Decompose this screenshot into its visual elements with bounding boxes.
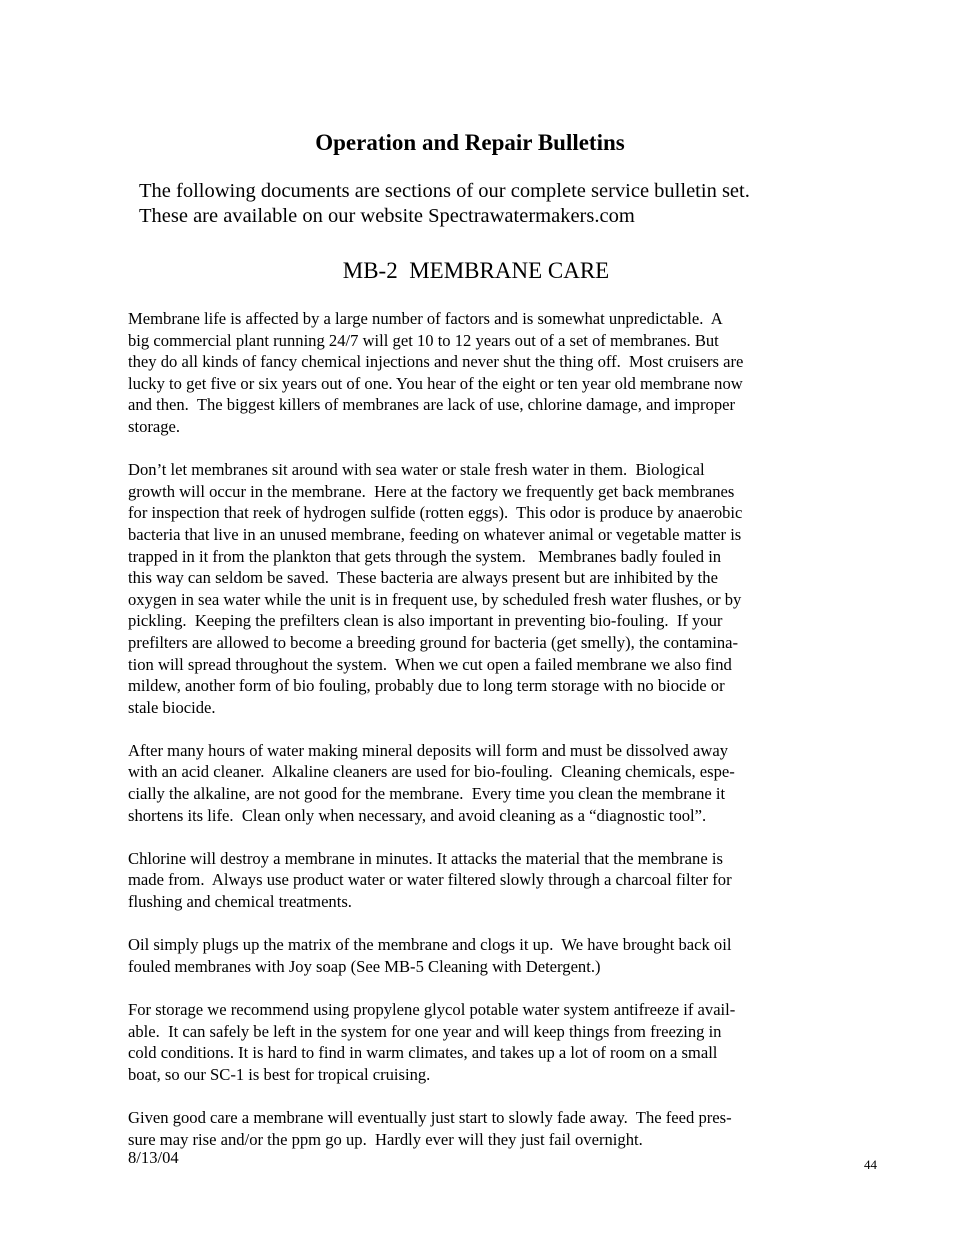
page-title: Operation and Repair Bulletins: [315, 130, 625, 155]
text-line: with an acid cleaner. Alkaline cleaners are used for bio-fouling. Cleaning chemicals, espe-: [128, 762, 735, 782]
intro-line: These are available on our website Spectrawatermakers.com: [139, 205, 635, 227]
text-line: Chlorine will destroy a membrane in minutes. It attacks the material that the membrane is: [128, 848, 723, 868]
text-line: mildew, another form of bio fouling, probably due to long term storage with no biocide or: [128, 676, 725, 696]
paragraph: [128, 459, 838, 718]
text-line: Membrane life is affected by a large number of factors and is somewhat unpredictable. A: [128, 309, 723, 328]
text-line: shortens its life. Clean only when necessary, and avoid cleaning as a “diagnostic tool”.: [128, 805, 707, 825]
text-line: made from. Always use product water or water filtered slowly through a charcoal filter for: [128, 870, 732, 890]
text-line: sure may rise and/or the ppm go up. Hardly ever will they just fail overnight.: [128, 1129, 643, 1149]
text-line: tion will spread throughout the system. When we cut open a failed membrane we also find: [128, 654, 732, 674]
text-line: growth will occur in the membrane. Here at the factory we frequently get back membranes: [128, 481, 735, 501]
paragraph: [128, 999, 838, 1085]
text-line: able. It can safely be left in the system for one year and will keep things from freezing in: [128, 1021, 722, 1041]
text-line: After many hours of water making mineral deposits will form and must be dissolved away: [128, 740, 729, 760]
text-line: lucky to get five or six years out of one. You hear of the eight or ten year old membrane now: [128, 373, 743, 393]
text-line: Given good care a membrane will eventually just start to slowly fade away. The feed pres-: [128, 1107, 732, 1127]
intro-text: [139, 179, 859, 229]
text-line: flushing and chemical treatments.: [128, 892, 352, 912]
text-line: trapped in it from the plankton that gets through the system. Membranes badly fouled in: [128, 546, 722, 566]
footer-date: 8/13/04: [128, 1148, 179, 1167]
text-line: cially the alkaline, are not good for the membrane. Every time you clean the membrane it: [128, 784, 726, 804]
text-line: For storage we recommend using propylene glycol potable water system antifreeze if avail-: [128, 1000, 736, 1019]
section-title: MB-2 MEMBRANE CARE: [342, 258, 610, 283]
text-line: they do all kinds of fancy chemical injections and never shut the thing off. Most cruisers are: [128, 352, 744, 372]
intro-line: The following documents are sections of our complete service bulletin set.: [139, 180, 750, 202]
paragraph: [128, 740, 838, 826]
text-line: prefilters are allowed to become a breeding ground for bacteria (get smelly), the contamina-: [128, 632, 739, 652]
text-line: and then. The biggest killers of membranes are lack of use, chlorine damage, and improper: [128, 395, 736, 415]
paragraph: [128, 848, 838, 913]
text-line: stale biocide.: [128, 697, 216, 717]
text-line: cold conditions. It is hard to find in warm climates, and takes up a lot of room on a small: [128, 1043, 718, 1063]
paragraph: [128, 1107, 838, 1150]
page-number: 44: [864, 1157, 877, 1172]
text-line: storage.: [128, 416, 181, 436]
paragraph: [128, 934, 838, 977]
text-line: oxygen in sea water while the unit is in frequent use, by scheduled fresh water flushes, or by: [128, 589, 742, 609]
text-line: bacteria that live in an unused membrane, feeding on whatever animal or vegetable matter is: [128, 524, 742, 544]
text-line: for inspection that reek of hydrogen sulfide (rotten eggs). This odor is produce by anaerobic: [128, 503, 743, 523]
body-text: [128, 308, 838, 1150]
text-line: fouled membranes with Joy soap (See MB-5 Cleaning with Detergent.): [128, 956, 601, 976]
text-line: Don’t let membranes sit around with sea water or stale fresh water in them. Biological: [128, 460, 705, 480]
text-line: Oil simply plugs up the matrix of the membrane and clogs it up. We have brought back oil: [128, 935, 732, 955]
paragraph: [128, 308, 838, 438]
text-line: pickling. Keeping the prefilters clean is also important in preventing bio-fouling. If your: [128, 611, 723, 631]
text-line: big commercial plant running 24/7 will get 10 to 12 years out of a set of membranes. But: [128, 330, 719, 350]
text-line: boat, so our SC-1 is best for tropical cruising.: [128, 1064, 431, 1084]
text-line: this way can seldom be saved. These bacteria are always present but are inhibited by the: [128, 568, 718, 588]
